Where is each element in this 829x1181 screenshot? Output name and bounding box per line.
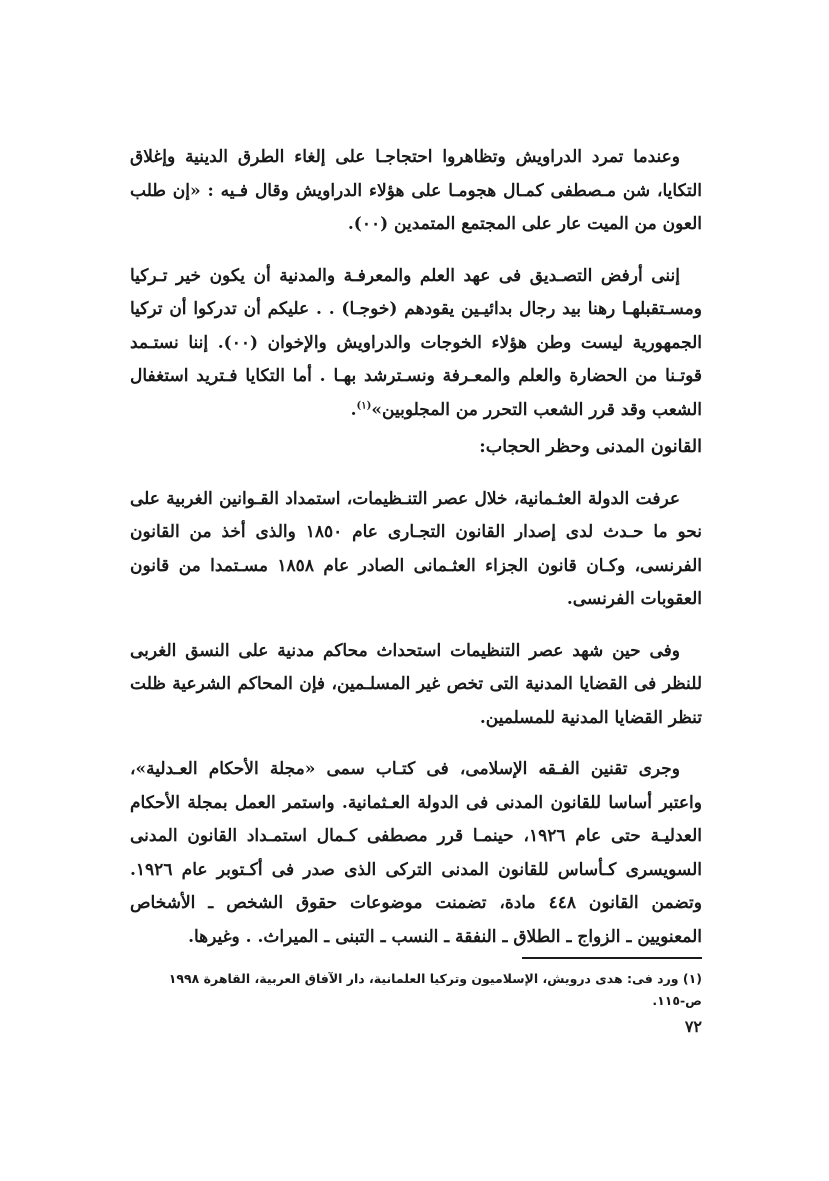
paragraph-dervishes: وعندما تمرد الدراويش وتظاهروا احتجاجـا على إلغاء الطرق الدينية وإغلاق التكايا، شن مـصطفى كمـال هجومـا على هؤلاء الدراويش وقال فـيه : «إن طلب العون من الميت عار على المجتمع المتمدين (٠٠). <box>130 147 702 234</box>
quote-text: إننى أرفض التصـديق فى عهد العلم والمعرفـة والمدنية أن يكون خير تـركيا ومسـتقبلهـا رهنا بيد رجال بدائيـين يقودهم (خوجـا) . . عليكم أن تدركوا أن تركيا الجمهورية ليست وطن هؤلاء الخوجات والدراويش والإخوان (٠٠). إننا نستـمد قوتـنا من الحضارة والعلم والمعـرفة ونسـترشد بهـا . أما التكايا فـتريد استغفال الشعب وقد قرر الشعب التحرر من المجلوبين» <box>130 265 702 420</box>
paragraph-ottoman-law: عرفت الدولة العثـمانية، خلال عصر التنـظيمات، استمداد القـوانين الغربية على نحو ما حـدث لدى إصدار القانون التجـارى عام ١٨٥٠ والذى أخذ من القانون الفرنسى، وكـان قانون الجزاء العثـمانى الصادر عام ١٨٥٨ مسـتمدا من قانون العقوبات الفرنسى. <box>130 488 702 609</box>
paragraph-quote <box>130 260 702 428</box>
footnote-divider <box>522 957 702 959</box>
page-number: ٧٢ <box>684 1017 702 1036</box>
footnote: (١) ورد فى: هدى درويش، الإسلاميون وتركيا العلمانية، دار الآفاق العربية، القاهرة ١٩٩٨ ص-١١٥. <box>168 971 702 1008</box>
paragraph-civil-code: وجرى تقنين الفـقه الإسلامى، فى كتـاب سمى «مجلة الأحكام العـدلية»، واعتبر أساسا للقانون المدنى فى الدولة العـثمانية. واستمر العمل بمجلة الأحكام العدليـة حتى عام ١٩٢٦، حينمـا قرر مصطفى كـمال استمـداد القانون المدنى السويسرى كـأساس للقانون المدنى التركى الذى صدر فى أكـتوبر عام ١٩٢٦. وتضمن القانون ٤٤٨ مادة، تضمنت موضوعات حقوق الشخص ـ الأشخاص المعنويين ـ الزواج ـ الطلاق ـ النفقة ـ النسب ـ التبنى ـ الميراث. . وغيرها. <box>130 759 703 947</box>
paragraph-courts: وفى حين شهد عصر التنظيمات استحداث محاكم مدنية على النسق الغربى للنظر فى القضايا المدنية التى تخص غير المسلـمين، فإن المحاكم الشرعية ظلت تنظر القضايا المدنية للمسلمين. <box>130 640 702 728</box>
quote-end-period: . <box>350 399 357 420</box>
section-heading: القانون المدنى وحظر الحجاب: <box>479 437 702 457</box>
footnote-reference: (١) <box>356 399 372 411</box>
body-text <box>130 141 702 954</box>
